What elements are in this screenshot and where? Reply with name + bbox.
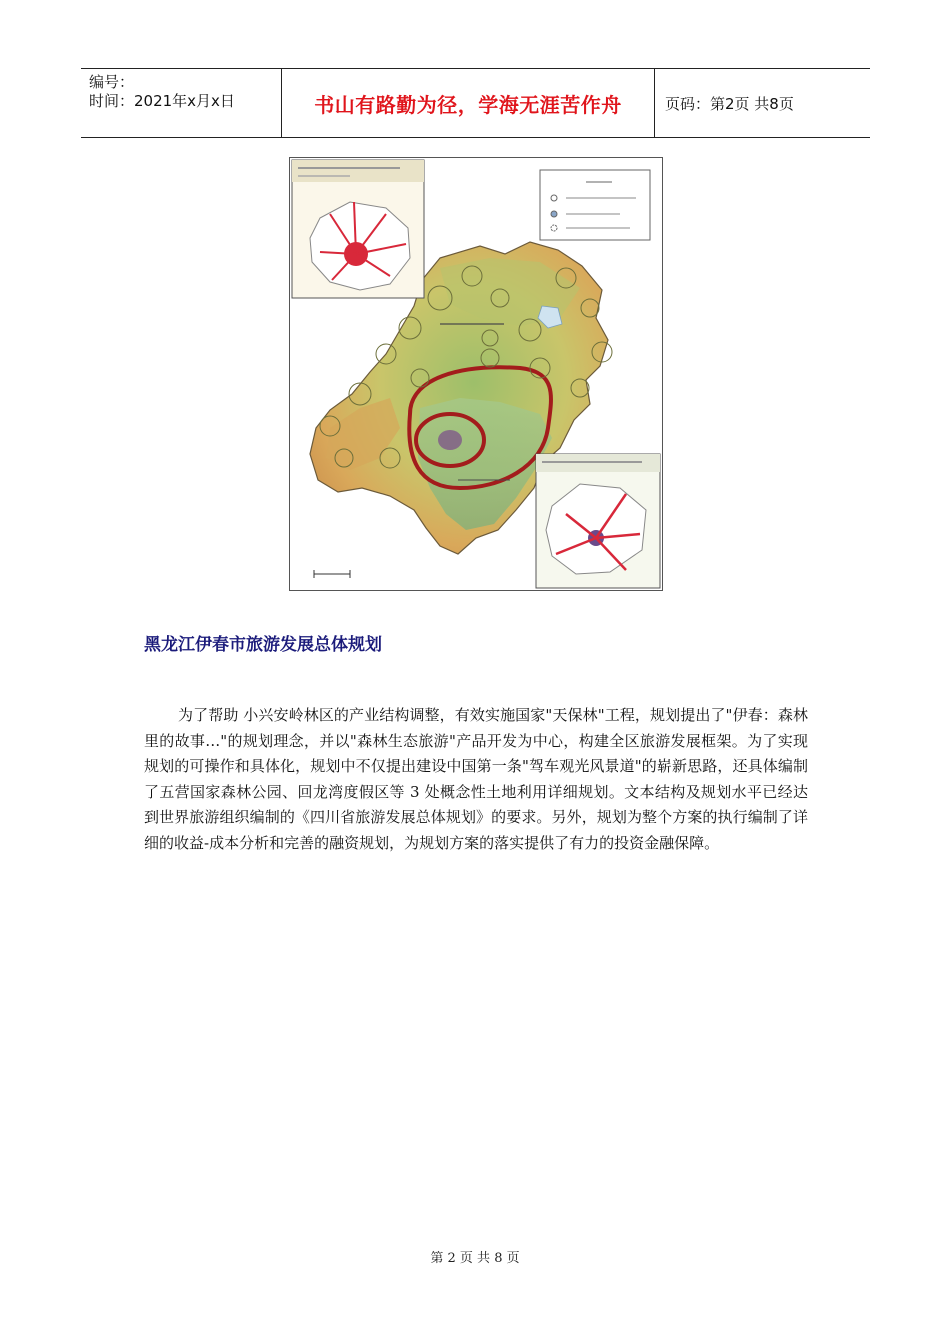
beijing-planning-map: [290, 158, 662, 590]
page-header: [81, 68, 870, 138]
header-motto: 书山有路勤为径，学海无涯苦作舟: [282, 69, 655, 137]
page-footer: 第 2 页 共 8 页: [430, 1251, 520, 1266]
header-meta: [81, 69, 282, 137]
section-heading: 黑龙江伊春市旅游发展总体规划: [144, 635, 382, 655]
planning-map-figure: [289, 157, 663, 591]
number-label: 编号：: [89, 73, 135, 91]
time-label: 时间：2021年x月x日: [89, 92, 235, 110]
legend-box: [540, 170, 650, 240]
inset-top-left: [292, 160, 424, 298]
inset-bottom-right: [536, 454, 660, 588]
section-paragraph: 为了帮助 小兴安岭林区的产业结构调整，有效实施国家"天保林"工程，规划提出了"伊春：森林里的故事…"的规划理念，并以"森林生态旅游"产品开发为中心，构建全区旅游发展框架。为了实现规划的可操作和具体化，规划中不仅提出建设中国第一条"驾车观光风景道"的崭新思路，还具体编制了五营国家森林公园、回龙湾度假区等 3 处概念性土地利用详细规划。文本结构及规划水平已经达到世界旅游组织编制的《四川省旅游发展总体规划》的要求。另外，规划为整个方案的执行编制了详细的收益-成本分析和完善的融资规划，为规划方案的落实提供了有力的投资金融保障。: [144, 706, 808, 852]
header-page-code: 页码：第2页 共8页: [665, 94, 794, 113]
